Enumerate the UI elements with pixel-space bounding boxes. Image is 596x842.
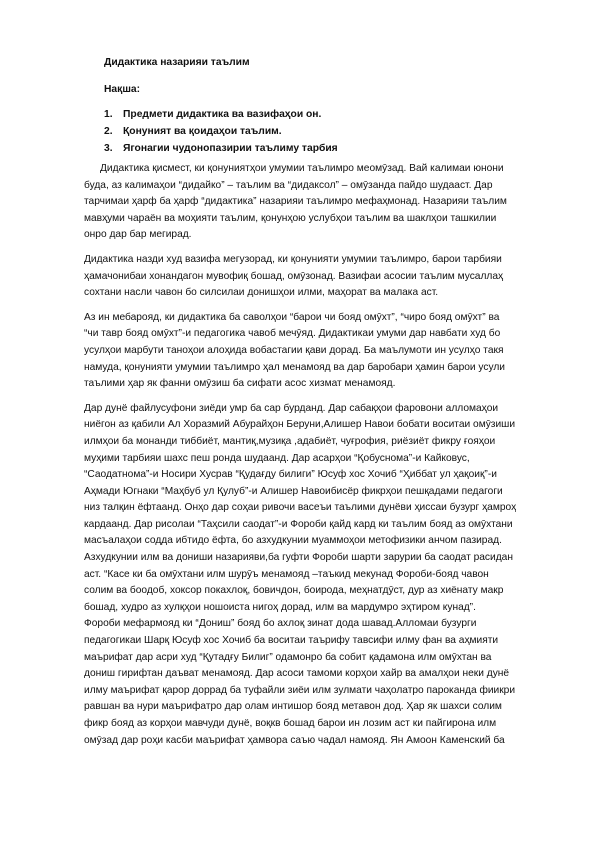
text-line: мавҳуми чараён ва моҳияти таълим, қонунҳою услубҳои таълим ва шаклҳои ташкилии [84,212,497,224]
text-line: онро дар бар мегирад. [84,229,192,241]
text-line: омӯзад дар роҳи касби маърифат ҳамвора саъю чадал намояд. Ян Амоон Каменский ба [84,734,505,746]
body-text [84,161,516,749]
plan-item-number: 2. [104,126,113,137]
text-line: педагогикаи Шарқ Юсуф хос Хочиб ба воситаи таърифу тавсифи илму фан ва аҳмияти [84,635,499,647]
plan-list [84,106,516,157]
paragraph [84,401,516,749]
text-line: Фороби мефармояд ки “Дониш” бояд бо ахлоқ зинат дода шавад.Алломаи бузурги [84,618,477,630]
text-line: Дидактика назди худ вазифа мегузорад, ки қонунияти умумии таълимро, барои тарбияи [84,253,502,265]
text-line: намуда, қонунияти умумии таълимро ҳал менамояд ва дар баробари ҳамин барои усули [84,361,505,373]
text-line: усулҳои марбути таноҳои алоҳида вобастагии қави дорад. Ба маълумоти ин усулҳо такя [84,344,504,356]
plan-item-text: Қонуният ва қоидаҳои таълим. [123,126,282,137]
text-line: аст. “Касе ки ба омӯхтани илм шурӯъ менамояд –таъкид мекунад Фороби-бояд чавон [84,568,489,580]
text-line: равшан ва нури маърифатро дар олам интишор бояд метавон дод. Ҳар як шахси солим [84,701,502,713]
text-line: маърифат дар асри худ “Қутадғу Билиг” одамонро ба собит қадамона илм омӯхтан ва [84,651,492,663]
text-line: фикр бояд аз корҳои мавчуди дунё, воқкв бошад барои ин лозим аст ки пайгирона илм [84,718,497,729]
plan-item-text: Ягонагии чудонопазирии таълиму тарбия [123,143,338,154]
text-line: дониш гирифтан даъват менамояд. Дар асоси тамоми корҳои хайр ва амалҳои неки дунё [84,668,510,680]
text-line: “Саодатнома”-и Носири Хусрав “Қудағду билиги” Юсуф хос Хочиб “Ҳиббат ул ҳақоиқ”-и [84,469,497,481]
text-line: буда, аз калимаҳои “дидайко” – таълим ва “дидаксол” – омӯзанда пайдо шудааст. Дар [84,179,493,191]
text-line: муҳими тарбияи шахс пеш ронда шудаанд. Дар асарҳои “Қобуснома”-и Кайковус, [84,452,470,464]
paragraph [84,252,516,302]
text-line: Аҳмади Югнаки “Маҳбуб ул Қулуб”-и Алишер Навоибисёр фикрҳои пешқадами педагоги [84,485,503,497]
document-title: Дидактика назарияи таълим [104,57,250,68]
text-line: ниёгон аз қабили Ал Хоразмий Абурайҳон Беруни,Алишер Навои бобати воситаи омӯзиши [84,419,516,431]
plan-item [84,140,516,157]
text-line: “чи тавр бояд омӯхт”-и педагогика чавоб мечӯяд. Дидактикаи умуми дар навбати худ бо [84,328,501,340]
text-line: таълими ҳар як фанни омӯзиш ба сифати асос хизмат менамояд. [84,378,396,390]
plan-item-text: Предмети дидактика ва вазифаҳои он. [123,109,322,120]
text-line: Дидактика қисмест, ки қонуниятҳои умумии таълимро меомӯзад. Вай калимаи юнони [100,163,504,174]
text-line: Дар дунё файлусуфони зиёди умр ба сар бурданд. Дар сабақҳои фаровони алломаҳои [84,402,499,414]
text-line: кардаанд. Дар рисолаи “Таҳсили саодат”-и Фороби қайд кард ки таълим бояд аз омӯхтани [84,518,513,530]
text-line: сохтани насли чавон бо силсилаи донишҳои илми, маҳорат ва малака аст. [84,287,439,299]
text-line: Аз ин мебарояд, ки дидактика ба саволҳои “барои чи бояд омӯхт”, “чиро бояд омӯхт” ва [84,311,500,323]
paragraph [84,161,516,244]
plan-item-number: 3. [104,143,113,154]
text-line: солим ва боодоб, хоксор покахлоқ, бовичдон, боирода, меҳнатдӯст, дур аз хиёнату макр [84,585,504,597]
plan-item [84,106,516,123]
text-line: илму маърифат қарор доррад ба туфайли зиёи илм зулмати чаҳолатро пароканда фиикри [84,684,516,696]
document-page [84,56,516,757]
text-line: тарчимаи ҳарф ба ҳарф “дидактика” назарияи таълимро мефаҳмонад. Назарияи таълим [84,196,507,208]
plan-heading: Нақша: [104,84,141,95]
text-line: низ талқин ёфтаанд. Онҳо дар соҳаи ривочи васеъи таълими дунёви ҳиссаи бузург ҳамроҳ [84,502,516,514]
paragraph [84,310,516,393]
plan-item-number: 1. [104,109,113,120]
text-line: масъалаҳои содда ибтидо ёфта, бо азхудкунии муаммоҳои метофизики анчом пазирад. [84,535,502,547]
plan-item [84,123,516,140]
text-line: Азхудкунии илм ва дониши назарияви,ба гуфти Фороби шарти зарурии ба саодат расидан [84,552,513,564]
text-line: илмҳои ба монанди тиббиёт, мантиқ,музиқа ,адабиёт, чуғрофия, риёзиёт фикру ғояҳои [84,435,496,447]
text-line: ҳамачонибаи хонандагон мувофиқ бошад, омӯзонад. Вазифаи асосии таълим мусаллаҳ [84,270,504,282]
text-line: бошад, худро аз хулқҳои ношоиста нигоҳ дорад, илм ва мардумро эҳтиром кунад”. [84,601,476,613]
